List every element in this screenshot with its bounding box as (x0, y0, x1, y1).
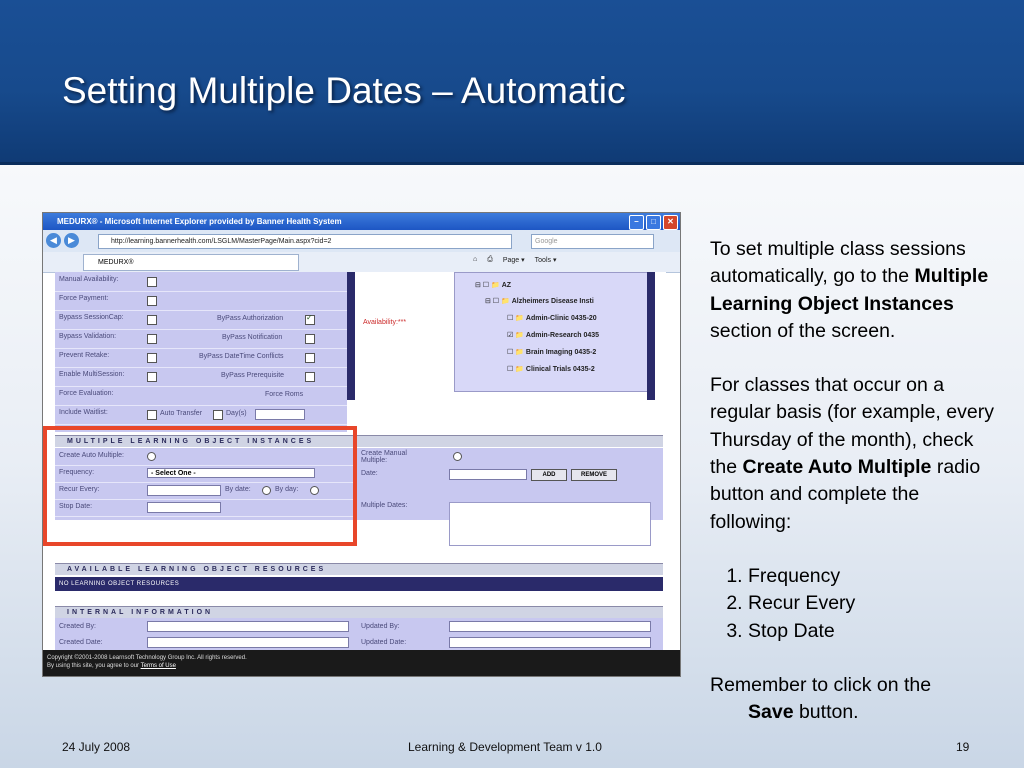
row-label: Prevent Retake: (59, 352, 110, 359)
window-title: MEDURX® - Microsoft Internet Explorer provided by Banner Health System (57, 217, 342, 226)
row-label: Force Evaluation: (59, 390, 114, 397)
checkbox[interactable] (305, 353, 315, 363)
copyright-strip (43, 650, 680, 676)
org-tree[interactable] (454, 272, 651, 392)
internal-info-section (55, 618, 663, 650)
stop-date-label: Stop Date: (59, 503, 93, 510)
available-resources-header[interactable]: AVAILABLE LEARNING OBJECT RESOURCES (55, 563, 663, 575)
frequency-select[interactable]: - Select One - (147, 468, 315, 478)
browser-tab[interactable]: MEDURX® (83, 254, 299, 271)
instructions-p3: Remember to click on the Save button. (710, 673, 932, 724)
footer-date: 24 July 2008 (62, 740, 131, 754)
created-date-input[interactable] (147, 637, 349, 648)
maximize-icon[interactable]: □ (646, 215, 661, 230)
create-manual-label: Create Manual Multiple: (361, 450, 407, 464)
checkbox[interactable] (305, 372, 315, 382)
instructions-p2: For classes that occur on a regular basis (for example, every Thursday of the month), check the Create Auto Multiple radio button and complete the following: (710, 374, 994, 533)
by-date-label: By date: (225, 486, 251, 493)
step-item: 1. Frequency (748, 563, 1000, 590)
forward-icon[interactable]: ▶ (64, 233, 79, 248)
date-label: Date: (361, 470, 378, 477)
mid-label: ByPass Prerequisite (221, 372, 285, 379)
mid-label: ByPass DateTime Conflicts (199, 353, 284, 360)
highlight-box (43, 426, 357, 546)
step-item: 2. Recur Every (748, 590, 1000, 617)
tree-item[interactable]: ☑ 📁 Admin-Research 0435 (507, 332, 600, 339)
created-date-label: Created Date: (59, 639, 103, 646)
internal-info-header[interactable]: INTERNAL INFORMATION (55, 606, 663, 618)
browser-title-bar (43, 213, 680, 230)
tree-item[interactable]: ☐ 📁 Brain Imaging 0435-2 (507, 349, 597, 356)
no-resources-row: NO LEARNING OBJECT RESOURCES (55, 577, 663, 591)
multiple-dates-list[interactable] (449, 502, 651, 546)
created-by-input[interactable] (147, 621, 349, 632)
divider (647, 272, 655, 400)
recur-every-label: Recur Every: (59, 486, 100, 493)
checkbox[interactable] (213, 410, 223, 420)
search-input[interactable]: Google (531, 234, 654, 249)
created-by-label: Created By: (59, 623, 96, 630)
close-icon[interactable]: ✕ (663, 215, 678, 230)
by-day-label: By day: (275, 486, 299, 493)
checkbox[interactable] (147, 315, 157, 325)
checkbox[interactable] (305, 334, 315, 344)
tree-item[interactable]: ☐ 📁 Clinical Trials 0435-2 (507, 366, 595, 373)
page-number: 19 (956, 740, 970, 754)
copyright-prefix: By using this site, you agree to our (47, 663, 141, 669)
date-input[interactable] (449, 469, 527, 480)
copyright-line: Copyright ©2001-2008 Learnsoft Technology Group Inc. All rights reserved. (47, 655, 247, 661)
tree-item[interactable]: ☐ 📁 Admin-Clinic 0435-20 (507, 315, 597, 322)
row-label: Bypass SessionCap: (59, 314, 124, 321)
tools-menu[interactable]: Tools ▾ (534, 257, 557, 264)
days-label: Day(s) (226, 410, 247, 417)
home-icon[interactable]: ⌂ (473, 256, 478, 263)
tree-item[interactable]: ⊟ ☐ 📁 Alzheimers Disease Insti (485, 298, 594, 305)
row-label: Manual Availability: (59, 276, 119, 283)
print-icon[interactable]: ⎙ (487, 256, 493, 263)
checkbox[interactable] (147, 334, 157, 344)
remove-button[interactable]: REMOVE (571, 469, 617, 481)
row-label: Bypass Validation: (59, 333, 117, 340)
checkbox[interactable] (305, 315, 315, 325)
create-auto-label: Create Auto Multiple: (59, 452, 124, 459)
address-row (43, 230, 680, 253)
frequency-label: Frequency: (59, 469, 95, 476)
mid-label: ByPass Notification (222, 334, 283, 341)
instructions-p1: To set multiple class sessions automatically, go to the Multiple Learning Object Instances section of the screen. (710, 238, 989, 342)
updated-date-input[interactable] (449, 637, 651, 648)
steps-list (710, 563, 1000, 645)
updated-date-label: Updated Date: (361, 639, 407, 646)
checkbox[interactable] (147, 277, 157, 287)
auto-transfer-label: Auto Transfer (160, 410, 203, 417)
availability-label: Availability:*** (363, 319, 407, 326)
row-label: Include Waitlist: (59, 409, 108, 416)
tree-item[interactable]: ⊟ ☐ 📁 AZ (475, 282, 512, 289)
mlo-section-header[interactable]: MULTIPLE LEARNING OBJECT INSTANCES (55, 435, 663, 447)
divider (347, 272, 355, 400)
checkbox[interactable] (147, 410, 157, 420)
days-input[interactable] (255, 409, 305, 420)
address-bar[interactable]: http://learning.bannerhealth.com/LSGLM/MasterPage/Main.aspx?cid=2 (98, 234, 512, 249)
step-item: 3. Stop Date (748, 618, 1000, 645)
create-manual-radio[interactable] (453, 452, 462, 461)
availability-panel (359, 272, 663, 432)
slide-title: Setting Multiple Dates – Automatic (62, 70, 626, 111)
mid-label: Force Roms (265, 391, 304, 398)
options-column (55, 272, 347, 432)
add-button[interactable]: ADD (531, 469, 567, 481)
mid-label: ByPass Authorization (217, 315, 284, 322)
row-label: Enable MultiSession: (59, 371, 125, 378)
tab-row (43, 252, 680, 273)
back-icon[interactable]: ◀ (46, 233, 61, 248)
checkbox[interactable] (147, 353, 157, 363)
updated-by-input[interactable] (449, 621, 651, 632)
row-label: Force Payment: (59, 295, 109, 302)
instructions (710, 236, 1000, 726)
page-menu[interactable]: Page ▾ (502, 257, 525, 264)
browser-screenshot (42, 212, 681, 677)
terms-link[interactable]: Terms of Use (140, 663, 176, 669)
checkbox[interactable] (147, 372, 157, 382)
updated-by-label: Updated By: (361, 623, 400, 630)
minimize-icon[interactable]: – (629, 215, 644, 230)
multiple-dates-label: Multiple Dates: (361, 502, 408, 509)
checkbox[interactable] (147, 296, 157, 306)
footer-center: Learning & Development Team v 1.0 (408, 740, 602, 754)
